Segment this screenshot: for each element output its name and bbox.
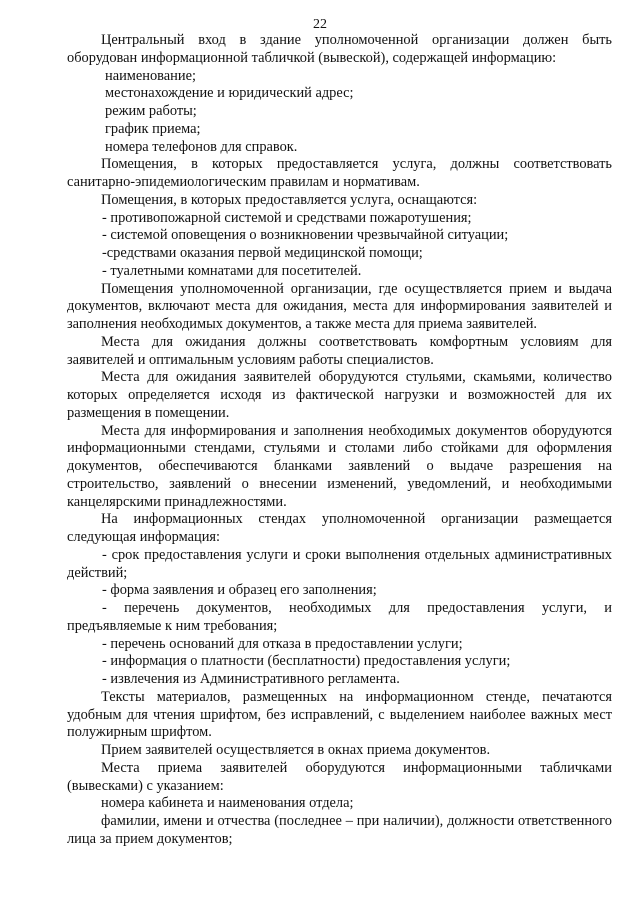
paragraph-info-stands: На информационных стендах уполномоченной организации размещается следующая информация:: [67, 511, 612, 545]
list-item: наименование;: [105, 67, 196, 84]
list-item: местонахождение и юридический адрес;: [105, 85, 354, 102]
list-item: - перечень оснований для отказа в предоставлении услуги;: [102, 635, 463, 652]
page-number: 22: [313, 17, 327, 32]
paragraph-waiting-seats: Места для ожидания заявителей оборудуются стульями, скамьями, количество которых определяется исходя из фактической нагрузки и возможностей для их размещения в помещении.: [67, 369, 612, 421]
list-item: - туалетными комнатами для посетителей.: [102, 262, 362, 279]
list-item: - срок предоставления услуги и сроки выполнения отдельных административных действий;: [67, 546, 612, 581]
list-item: режим работы;: [105, 103, 197, 119]
list-item: - противопожарной системой и средствами пожаротушения;: [102, 209, 472, 226]
paragraph-cabinet: номера кабинета и наименования отдела;: [101, 795, 354, 812]
list-item: - системой оповещения о возникновении чрезвычайной ситуации;: [102, 227, 509, 244]
list-item: номера телефонов для справок.: [105, 138, 298, 155]
paragraph-entrance-sign: Центральный вход в здание уполномоченной организации должен быть оборудован информационной табличкой (вывеской), содержащей информацию:: [67, 32, 612, 66]
paragraph-reception: Прием заявителей осуществляется в окнах приема документов.: [101, 742, 491, 758]
document-body: [67, 32, 612, 849]
list-item: - извлечения из Административного регламента.: [102, 671, 400, 687]
paragraph-info-places: Места для информирования и заполнения необходимых документов оборудуются информационными стендами, стульями и столами либо стойками для оформления документов, обеспечиваются бланками заявлений о выдаче разрешения на строительство, заявлений о внесении изменений, уведомлений, и необходимыми канцелярскими принадлежностями.: [67, 422, 612, 510]
list-item: - форма заявления и образец его заполнения;: [102, 582, 377, 599]
list-item: график приема;: [105, 120, 201, 137]
paragraph-responsible: фамилии, имени и отчества (последнее – при наличии), должности ответственного лица за прием документов;: [67, 813, 612, 847]
paragraph-sanitary: Помещения, в которых предоставляется услуга, должны соответствовать санитарно-эпидемиологическим правилам и нормативам.: [67, 156, 612, 190]
paragraph-equipment: Помещения, в которых предоставляется услуга, оснащаются:: [101, 191, 478, 208]
paragraph-texts: Тексты материалов, размещенных на информационном стенде, печатаются удобным для чтения шрифтом, без исправлений, с выделением наиболее важных мест полужирным шрифтом.: [67, 688, 612, 741]
list-item: - информация о платности (бесплатности) предоставления услуги;: [102, 653, 511, 670]
paragraph-premises: Помещения уполномоченной организации, где осуществляется прием и выдача документов, включают места для ожидания, места для информирования заявителей и заполнения необходимых документов, а также места для приема заявителей.: [67, 280, 612, 332]
list-item: -средствами оказания первой медицинской помощи;: [102, 245, 423, 261]
paragraph-reception-places: Места приема заявителей оборудуются информационными табличками (вывесками) с указанием:: [67, 759, 612, 794]
paragraph-waiting-comfort: Места для ожидания должны соответствовать комфортным условиям для заявителей и оптимальным условиям работы специалистов.: [67, 333, 612, 368]
list-item: - перечень документов, необходимых для предоставления услуги, и предъявляемые к ним требования;: [67, 600, 612, 634]
